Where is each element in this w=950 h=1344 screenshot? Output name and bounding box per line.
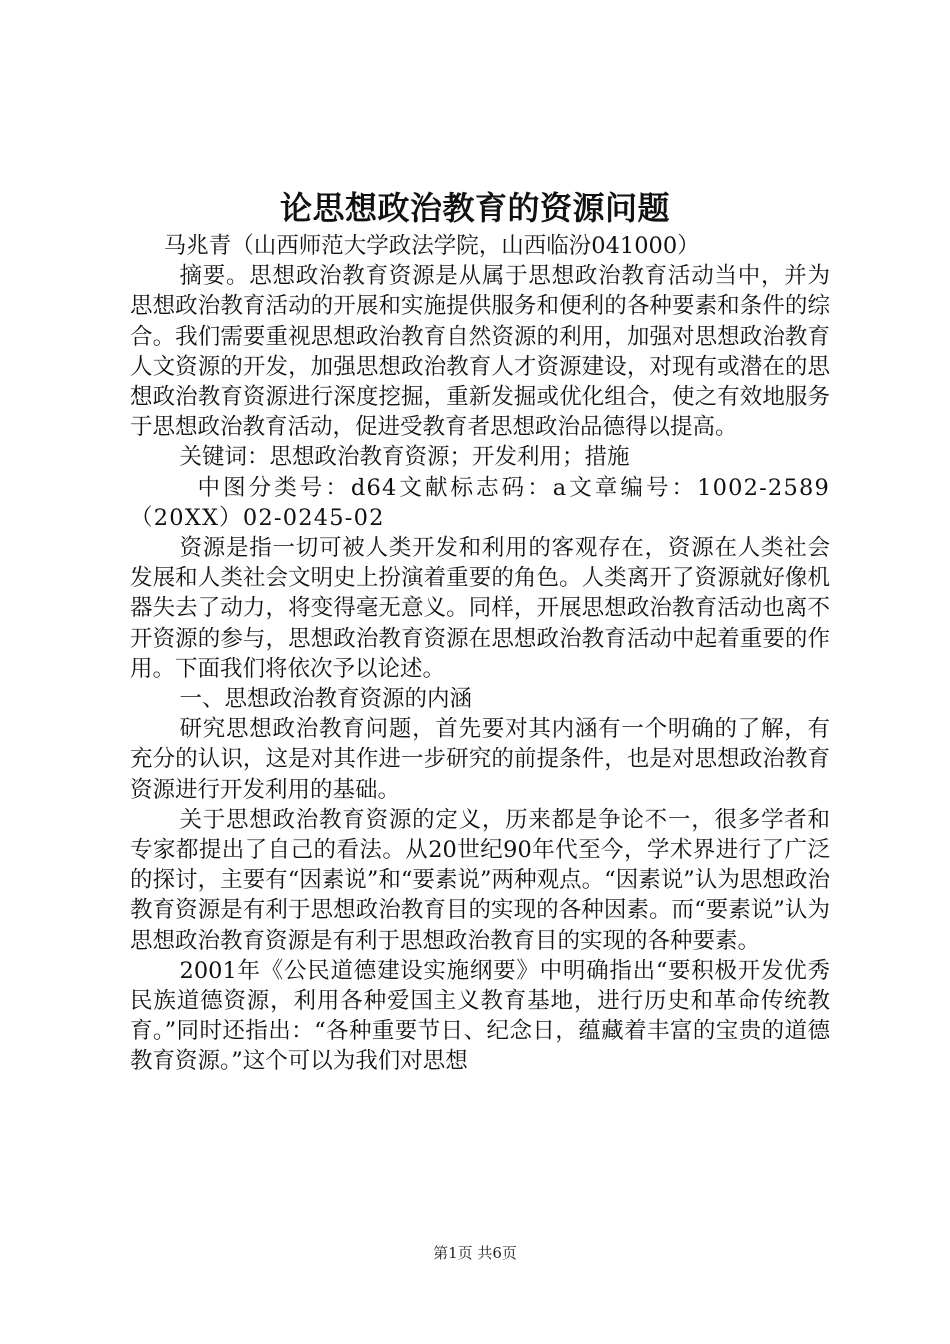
body-paragraph: 资源是指一切可被人类开发和利用的客观存在，资源在人类社会发展和人类社会文明史上扮演着重要的角色。人类离开了资源就好像机器失去了动力，将变得毫无意义。同样，开展思想政治教育活动也离不开资源的参与，思想政治教育资源在思想政治教育活动中起着重要的作用。下面我们将依次予以论述。 (130, 535, 830, 682)
body-paragraph: 研究思想政治教育问题，首先要对其内涵有一个明确的了解，有充分的认识，这是对其作进一步研究的前提条件，也是对思想政治教育资源进行开发利用的基础。 (130, 716, 830, 803)
author-line: 马兆青（山西师范大学政法学院，山西临汾041000） (163, 233, 700, 259)
classification-line: 中图分类号：d64文献标志码：a文章编号：1002-2589（20XX）02-0245-02 (130, 474, 830, 531)
abstract-paragraph: 摘要。思想政治教育资源是从属于思想政治教育活动当中，并为思想政治教育活动的开展和实施提供服务和便利的各种要素和条件的综合。我们需要重视思想政治教育自然资源的利用，加强对思想政治教育人文资源的开发，加强思想政治教育人才资源建设，对现有或潜在的思想政治教育资源进行深度挖掘，重新发掘或优化组合，使之有效地服务于思想政治教育活动，促进受教育者思想政治品德得以提高。 (130, 263, 830, 441)
keywords-line: 关键词：思想政治教育资源；开发利用；措施 (179, 444, 630, 471)
document-title: 论思想政治教育的资源问题 (279, 189, 670, 227)
section-heading: 一、思想政治教育资源的内涵 (179, 686, 473, 713)
page-footer: 第1页 共6页 (433, 1244, 517, 1262)
body-paragraph: 关于思想政治教育资源的定义，历来都是争论不一，很多学者和专家都提出了自己的看法。从20世纪90年代至今，学术界进行了广泛的探讨，主要有“因素说”和“要素说”两种观点。“因素说”认为思想政治教育资源是有利于思想政治教育目的实现的各种因素。而“要素说”认为思想政治教育资源是有利于思想政治教育目的实现的各种要素。 (130, 806, 830, 954)
body-paragraph: 2001年《公民道德建设实施纲要》中明确指出“要积极开发优秀民族道德资源，利用各种爱国主义教育基地，进行历史和革命传统教育。”同时还指出：“各种重要节日、纪念日，蕴藏着丰富的宝贵的道德教育资源。”这个可以为我们对思想 (130, 957, 830, 1075)
document-body (130, 231, 830, 1077)
